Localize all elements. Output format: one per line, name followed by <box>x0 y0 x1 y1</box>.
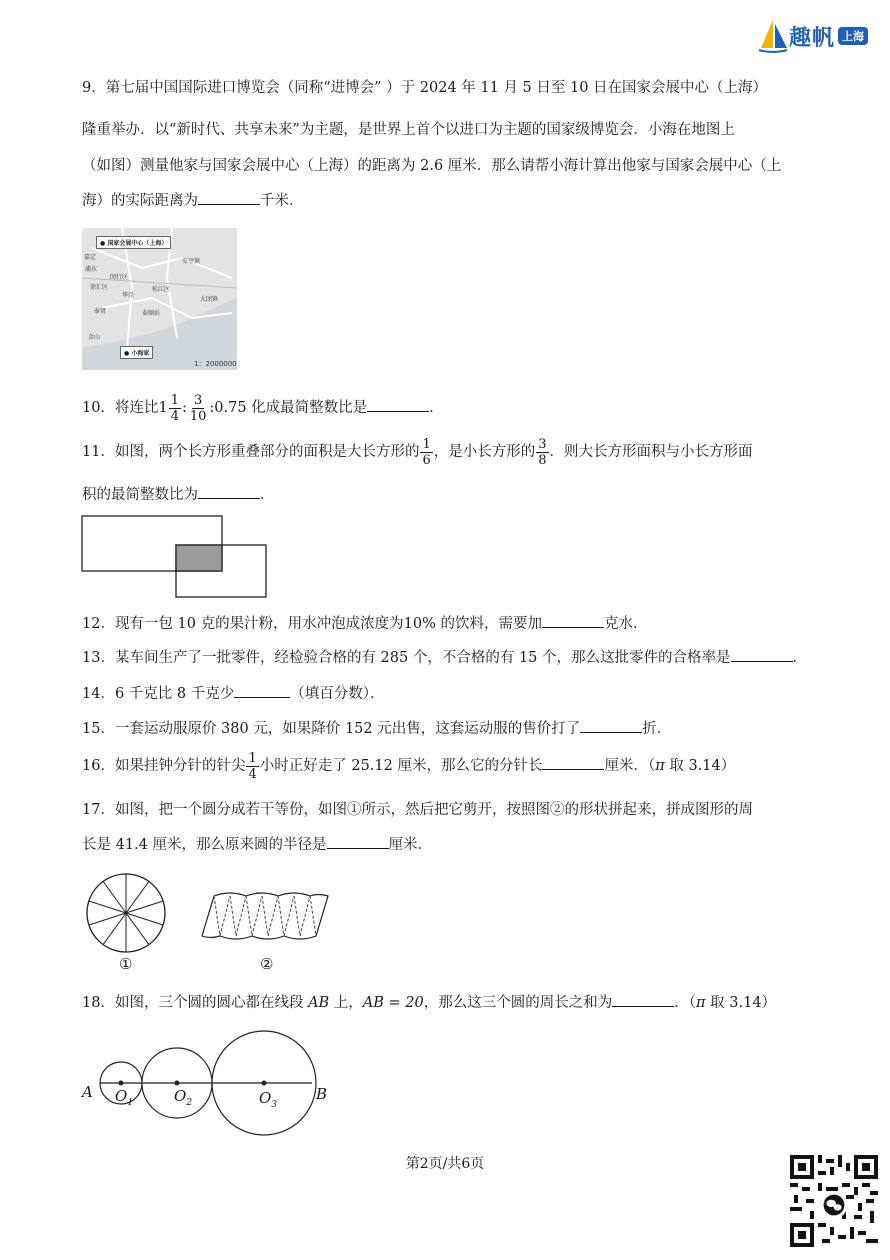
q16-pi: π <box>655 758 665 774</box>
q16-text-end: 取 3.14） <box>664 758 736 774</box>
q10-f2-num: 3 <box>193 392 203 408</box>
q18-answer-blank[interactable] <box>612 992 674 1007</box>
map-place: 安亭镇 <box>182 258 201 265</box>
q11-text-middle: ，是小长方形的 <box>433 444 536 460</box>
q10-text-before: 10．将连比 <box>82 400 159 416</box>
q14-line <box>82 683 384 704</box>
q18-text-before: 18．如图，三个圆的圆心都在线段 <box>82 995 309 1011</box>
q13-answer-blank[interactable] <box>731 647 793 662</box>
q17-circle-figure <box>80 872 180 954</box>
q16-fraction <box>246 751 258 782</box>
q17-rearranged-figure <box>196 888 336 946</box>
label-o3-letter: O <box>259 1089 272 1107</box>
label-a: A <box>82 1083 93 1101</box>
q16-f-den: 4 <box>248 766 257 782</box>
logo-text: 趣帆 <box>788 25 835 51</box>
map-place: 闵行区 <box>110 274 129 281</box>
q13-text-after: ． <box>792 650 808 666</box>
q10-text-after: :0.75 化成最简整数比是 <box>209 400 368 416</box>
q11-fraction-2 <box>536 437 548 468</box>
label-o3 <box>259 1089 277 1110</box>
q11-answer-blank[interactable] <box>198 484 260 499</box>
q11-line1 <box>82 434 753 470</box>
label-b: B <box>316 1085 328 1103</box>
q12-answer-blank[interactable] <box>542 613 604 628</box>
map-place: 华泾 <box>122 292 135 299</box>
q9-line4 <box>82 190 304 211</box>
q9-line2: 隆重举办．以“新时代、共享未来”为主题，是世界上首个以进口为主题的国家级博览会．小海在地图上 <box>82 122 735 138</box>
q17-label-1: ① <box>119 955 133 973</box>
map-scale: 1：2000000 <box>194 360 237 368</box>
q13-line <box>82 647 807 668</box>
q14-answer-blank[interactable] <box>234 683 290 698</box>
q18-text-middle: 上， <box>329 995 363 1011</box>
label-o1-sub: 1 <box>127 1098 134 1108</box>
map-place: 金山 <box>88 334 101 341</box>
q17-line1: 17．如图，把一个圆分成若干等份，如图①所示，然后把它剪开，按照图②的形状拼起来，拼成图形的周 <box>82 802 753 818</box>
q9-line3: （如图）测量他家与国家会展中心（上海）的距离为 2.6 厘米．那么请帮小海计算出他家与国家会展中心（上 <box>82 158 782 174</box>
q18-text-after: ，那么这三个圆的周长之和为 <box>423 995 613 1011</box>
map-place: 松江区 <box>152 286 171 293</box>
q12-text-after: 克水． <box>603 616 648 632</box>
q11-f1-num: 1 <box>422 436 431 452</box>
q17-line2-after: 厘米． <box>388 837 433 853</box>
q10-colon: : <box>181 400 187 416</box>
q9-answer-blank[interactable] <box>198 190 260 205</box>
q15-answer-blank[interactable] <box>580 718 642 733</box>
q11-rectangles-figure <box>80 514 270 600</box>
q16-f-num: 1 <box>248 750 257 766</box>
q17-answer-blank[interactable] <box>327 834 389 849</box>
q11-f2-den: 8 <box>538 452 547 468</box>
q10-answer-blank[interactable] <box>367 397 429 412</box>
q11-fraction-1 <box>420 437 432 468</box>
q11-line2-before: 积的最简整数比为 <box>82 487 198 503</box>
center-o2 <box>175 1081 180 1086</box>
q17-line2-before: 长是 41.4 厘米，那么原来圆的半径是 <box>82 837 327 853</box>
label-o2-letter: O <box>174 1087 187 1105</box>
q18-line <box>82 992 776 1013</box>
q14-text-before: 14．6 千克比 8 千克少 <box>82 686 235 702</box>
map-place: 大团镇 <box>200 296 219 303</box>
center-o1 <box>119 1081 124 1086</box>
q9-line1: 9．第七届中国国际进口博览会（同称“进博会” ）于 2024 年 11 月 5 日至 10 日在国家会展中心（上海） <box>82 80 768 96</box>
q16-text-middle: 小时正好走了 25.12 厘米，那么它的分针长 <box>259 758 543 774</box>
map-tag-home: ● 小海家 <box>120 346 153 359</box>
q14-text-after: （填百分数）． <box>290 686 385 702</box>
sail-icon <box>757 18 789 54</box>
q10-line <box>82 390 444 426</box>
q10-fraction-1 <box>169 393 181 424</box>
map-place: 浦东 <box>85 266 98 273</box>
q18-ab: AB <box>308 995 330 1011</box>
map-place: 奉贤 <box>94 308 107 315</box>
logo-badge: 上海 <box>838 27 868 45</box>
q13-text-before: 13．某车间生产了一批零件，经检验合格的有 285 个，不合格的有 15 个，那么这批零件的合格率是 <box>82 650 731 666</box>
map-tag-expo: ● 国家会展中心（上海） <box>96 236 171 249</box>
q9-map <box>82 228 237 370</box>
q18-text-tail: 取 3.14） <box>705 995 777 1011</box>
overlap-region <box>176 545 222 571</box>
map-tag-expo-text: 国家会展中心（上海） <box>107 240 168 247</box>
label-o3-sub: 3 <box>271 1100 278 1110</box>
label-o1-letter: O <box>115 1087 128 1105</box>
q11-text-before: 11．如图，两个长方形重叠部分的面积是大长方形的 <box>82 444 420 460</box>
map-place: 泰顺站 <box>142 310 161 317</box>
q15-line <box>82 718 671 739</box>
q10-f1-den: 4 <box>170 408 179 424</box>
q11-text-after: ．则大长方形面积与小长方形面 <box>549 444 753 460</box>
q10-text-end: ． <box>429 400 444 416</box>
q12-text-before: 12．现有一包 10 克的果汁粉，用水冲泡成浓度为10% 的饮料，需要加 <box>82 616 542 632</box>
q16-line <box>82 748 735 784</box>
q10-f2-den: 10 <box>189 408 207 424</box>
map-tag-home-text: 小海家 <box>131 350 150 357</box>
label-o1 <box>115 1087 133 1108</box>
q18-text-end: ．（ <box>674 995 697 1011</box>
q10-fraction-2 <box>188 393 209 424</box>
q16-text-before: 16．如果挂钟分针的针尖 <box>82 758 246 774</box>
label-o2 <box>174 1087 192 1108</box>
q11-line2 <box>82 484 275 505</box>
q10-f1-num: 1 <box>170 392 179 408</box>
q16-answer-blank[interactable] <box>542 755 604 770</box>
q15-text-after: 折． <box>642 721 672 737</box>
q18-circles-figure <box>78 1030 338 1136</box>
map-place: 徐汇区 <box>90 284 109 291</box>
q11-line2-after: ． <box>260 487 275 503</box>
q10-whole: 1 <box>158 400 168 416</box>
label-o2-sub: 2 <box>186 1098 193 1108</box>
qr-code-icon <box>790 1155 878 1247</box>
q17-label-2: ② <box>260 955 274 973</box>
q15-text-before: 15．一套运动服原价 380 元，如果降价 152 元出售，这套运动服的售价打了 <box>82 721 581 737</box>
q18-equation: AB = 20 <box>362 995 424 1011</box>
q11-f2-num: 3 <box>538 436 547 452</box>
q12-line <box>82 613 647 634</box>
brand-logo <box>757 18 868 54</box>
q11-f1-den: 6 <box>422 452 431 468</box>
map-place: 嘉定 <box>84 254 97 261</box>
q9-text-before: 海）的实际距离为 <box>82 193 198 209</box>
page-number: 第2页/共6页 <box>405 1156 485 1172</box>
q16-text-after: 厘米．（ <box>604 758 656 774</box>
q17-line2 <box>82 834 432 855</box>
q9-text-after: 千米． <box>260 193 304 209</box>
center-o3 <box>262 1081 267 1086</box>
q18-pi: π <box>696 995 706 1011</box>
